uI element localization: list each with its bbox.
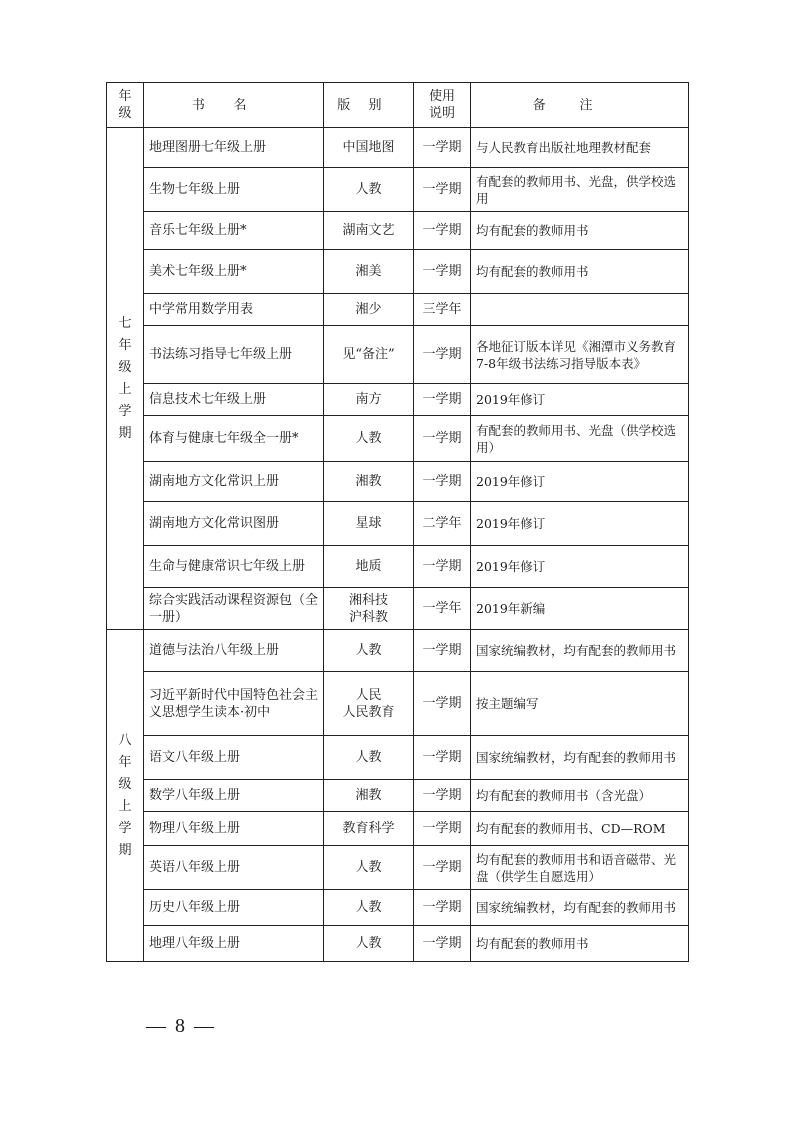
usage-term-cell: 一学期: [414, 128, 471, 168]
grade-char: 上: [118, 798, 132, 814]
grade-char: 学: [118, 403, 132, 419]
publisher-cell: 见“备注”: [324, 326, 414, 384]
publisher-cell: 南方: [324, 384, 414, 416]
remarks-cell: 2019年新编: [471, 588, 689, 630]
book-name-cell: 湖南地方文化常识图册: [144, 502, 324, 546]
book-name-cell: 地理八年级上册: [144, 926, 324, 962]
usage-term-cell: 一学年: [414, 588, 471, 630]
book-name-cell: 书法练习指导七年级上册: [144, 326, 324, 384]
remarks-cell: 2019年修订: [471, 546, 689, 588]
book-name-cell: 物理八年级上册: [144, 812, 324, 846]
publisher-cell: 人教: [324, 168, 414, 212]
remarks-cell: 国家统编教材，均有配套的教师用书: [471, 630, 689, 672]
remarks-cell: 均有配套的教师用书和语音磁带、光盘（供学生自愿选用）: [471, 846, 689, 890]
remarks-cell: 均有配套的教师用书: [471, 926, 689, 962]
remarks-cell: 均有配套的教师用书（含光盘）: [471, 780, 689, 812]
publisher-cell: 人民 人民教育: [324, 672, 414, 736]
book-name-cell: 信息技术七年级上册: [144, 384, 324, 416]
usage-term-cell: 一学期: [414, 672, 471, 736]
publisher-cell: 人教: [324, 846, 414, 890]
table-row: [107, 384, 689, 416]
usage-term-cell: 一学期: [414, 212, 471, 250]
header-remarks: 备注: [471, 83, 689, 128]
usage-term-cell: 一学期: [414, 546, 471, 588]
publisher-cell: 湖南文艺: [324, 212, 414, 250]
usage-term-cell: 一学期: [414, 846, 471, 890]
book-name-cell: 语文八年级上册: [144, 736, 324, 780]
grade-cell: [107, 128, 144, 630]
table-row: [107, 168, 689, 212]
publisher-cell: 湘科技 沪科教: [324, 588, 414, 630]
book-name-cell: 生命与健康常识七年级上册: [144, 546, 324, 588]
usage-term-cell: 一学期: [414, 462, 471, 502]
book-name-cell: 美术七年级上册*: [144, 250, 324, 294]
grade-char: 级: [118, 359, 132, 375]
book-name-cell: 音乐七年级上册*: [144, 212, 324, 250]
publisher-cell: 人教: [324, 630, 414, 672]
publisher-cell: 人教: [324, 416, 414, 462]
remarks-cell: 均有配套的教师用书、CD—ROM: [471, 812, 689, 846]
grade-cell: [107, 630, 144, 962]
remarks-cell: 2019年修订: [471, 384, 689, 416]
grade-char: 八: [118, 732, 132, 748]
grade-char: 年: [118, 754, 132, 770]
table-row: [107, 890, 689, 926]
grade-char: 七: [118, 315, 132, 331]
remarks-cell: 国家统编教材，均有配套的教师用书: [471, 890, 689, 926]
table-row: [107, 630, 689, 672]
usage-term-cell: 一学期: [414, 168, 471, 212]
usage-term-cell: 一学期: [414, 416, 471, 462]
remarks-cell: 2019年修订: [471, 462, 689, 502]
publisher-cell: 湘教: [324, 462, 414, 502]
book-name-cell: 中学常用数学用表: [144, 294, 324, 326]
book-name-cell: 地理图册七年级上册: [144, 128, 324, 168]
usage-term-cell: 一学期: [414, 926, 471, 962]
usage-term-cell: 一学期: [414, 812, 471, 846]
textbook-table: [106, 82, 689, 962]
table-row: [107, 250, 689, 294]
header-grade: 年 级: [107, 83, 144, 128]
table-row: [107, 326, 689, 384]
grade-char: 期: [118, 842, 132, 858]
book-name-cell: 道德与法治八年级上册: [144, 630, 324, 672]
table-row: [107, 846, 689, 890]
usage-term-cell: 一学期: [414, 890, 471, 926]
remarks-cell: 均有配套的教师用书: [471, 212, 689, 250]
remarks-cell: 与人民教育出版社地理教材配套: [471, 128, 689, 168]
table-row: [107, 736, 689, 780]
remarks-cell: 国家统编教材，均有配套的教师用书: [471, 736, 689, 780]
grade-char: 级: [118, 776, 132, 792]
book-name-cell: 湖南地方文化常识上册: [144, 462, 324, 502]
remarks-cell: 按主题编写: [471, 672, 689, 736]
publisher-cell: 人教: [324, 890, 414, 926]
publisher-cell: 中国地图: [324, 128, 414, 168]
publisher-cell: 星球: [324, 502, 414, 546]
publisher-cell: 湘少: [324, 294, 414, 326]
usage-term-cell: 一学期: [414, 736, 471, 780]
table-row: [107, 546, 689, 588]
remarks-cell: 有配套的教师用书、光盘（供学校选用）: [471, 416, 689, 462]
usage-term-cell: 一学期: [414, 326, 471, 384]
remarks-cell: 各地征订版本详见《湘潭市义务教育7-8年级书法练习指导版本表》: [471, 326, 689, 384]
table-row: [107, 926, 689, 962]
usage-term-cell: 一学期: [414, 780, 471, 812]
publisher-cell: 地质: [324, 546, 414, 588]
publisher-cell: 湘美: [324, 250, 414, 294]
table-row: [107, 416, 689, 462]
usage-term-cell: 一学期: [414, 630, 471, 672]
book-name-cell: 生物七年级上册: [144, 168, 324, 212]
header-publisher: 版别: [324, 83, 414, 128]
remarks-cell: [471, 294, 689, 326]
table-row: [107, 812, 689, 846]
grade-char: 年: [118, 337, 132, 353]
book-name-cell: 英语八年级上册: [144, 846, 324, 890]
table-row: [107, 672, 689, 736]
book-name-cell: 综合实践活动课程资源包（全一册）: [144, 588, 324, 630]
book-name-cell: 习近平新时代中国特色社会主义思想学生读本·初中: [144, 672, 324, 736]
grade-char: 学: [118, 820, 132, 836]
remarks-cell: 均有配套的教师用书: [471, 250, 689, 294]
usage-term-cell: 二学年: [414, 502, 471, 546]
publisher-cell: 人教: [324, 926, 414, 962]
usage-term-cell: 三学年: [414, 294, 471, 326]
table-row: [107, 588, 689, 630]
publisher-cell: 人教: [324, 736, 414, 780]
remarks-cell: 有配套的教师用书、光盘，供学校选用: [471, 168, 689, 212]
page-number: — 8 —: [146, 1015, 216, 1037]
book-name-cell: 数学八年级上册: [144, 780, 324, 812]
header-usage-note: 使用 说明: [414, 83, 471, 128]
publisher-cell: 湘教: [324, 780, 414, 812]
table-row: [107, 502, 689, 546]
table-row: [107, 294, 689, 326]
table-row: [107, 462, 689, 502]
table-body: [107, 128, 689, 962]
usage-term-cell: 一学期: [414, 384, 471, 416]
header-book-name: 书名: [144, 83, 324, 128]
remarks-cell: 2019年修订: [471, 502, 689, 546]
table-row: [107, 212, 689, 250]
publisher-cell: 教育科学: [324, 812, 414, 846]
book-name-cell: 体育与健康七年级全一册*: [144, 416, 324, 462]
grade-char: 期: [118, 425, 132, 441]
table-row: [107, 780, 689, 812]
table-row: [107, 128, 689, 168]
book-name-cell: 历史八年级上册: [144, 890, 324, 926]
table-header-row: [107, 83, 689, 128]
grade-char: 上: [118, 381, 132, 397]
usage-term-cell: 一学期: [414, 250, 471, 294]
